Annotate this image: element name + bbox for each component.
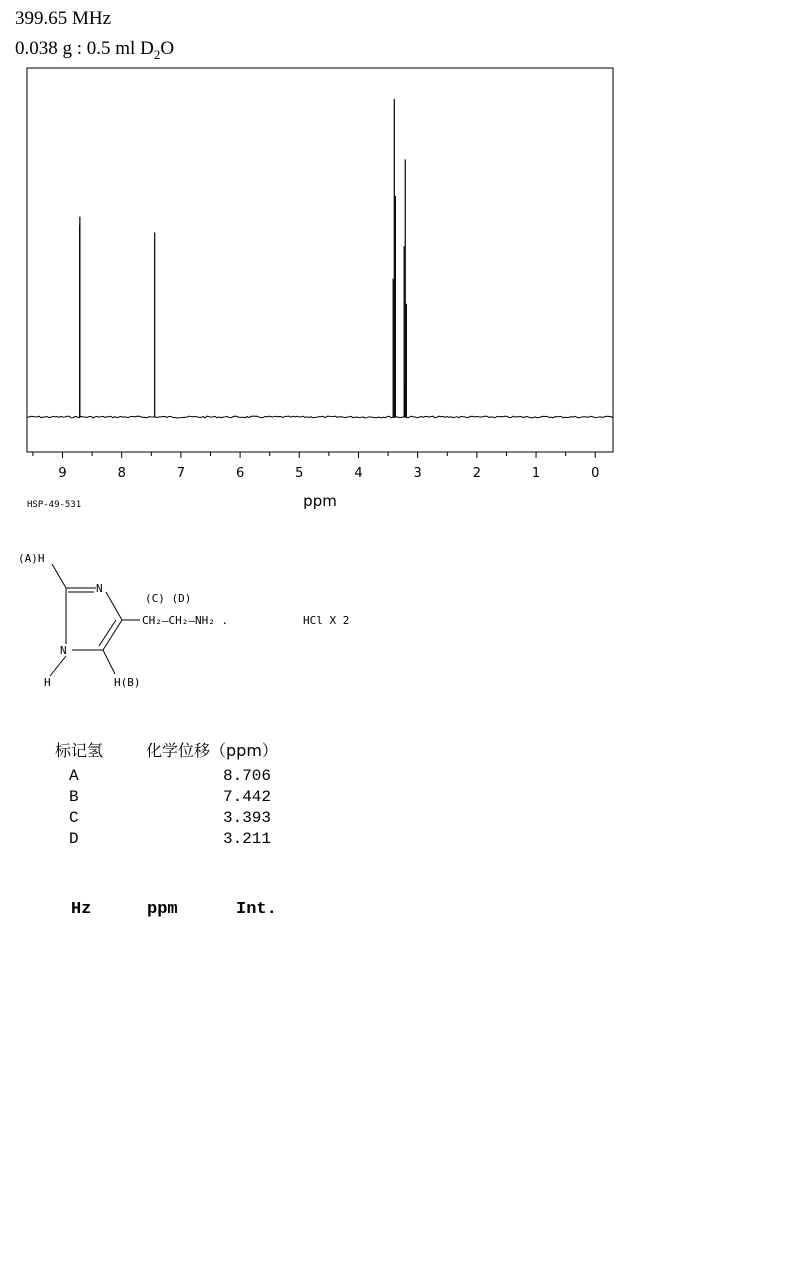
assignment-shift: 7.442	[223, 788, 272, 806]
x-tick-label: 9	[58, 466, 67, 481]
salt-label: HCl X 2	[303, 614, 350, 627]
assignment-label: D	[69, 830, 79, 848]
x-tick-label: 5	[295, 466, 304, 481]
x-tick-label: 3	[413, 466, 422, 481]
plot-frame	[27, 68, 613, 452]
sample-prefix: 0.038 g : 0.5 ml D	[15, 38, 154, 59]
assignment-header-shift: 化学位移（ppm）	[146, 741, 278, 760]
x-tick-label: 0	[591, 466, 600, 481]
x-tick-label: 6	[235, 466, 245, 481]
x-axis	[33, 452, 599, 481]
spectrum-baseline	[27, 416, 613, 418]
side-chain: CH₂—CH₂—NH₂ .	[142, 614, 229, 627]
assignment-shift: 3.393	[223, 809, 272, 827]
label-b: H(B)	[114, 676, 141, 689]
x-tick-label: 8	[117, 466, 126, 481]
assignment-shift: 3.211	[223, 830, 272, 848]
x-tick-label: 7	[176, 466, 186, 481]
sample-suffix: O	[160, 38, 175, 59]
sample-subscript: 2	[153, 46, 161, 62]
x-tick-label: 1	[531, 466, 541, 481]
assignment-label: C	[69, 809, 79, 827]
n-bottom: N	[60, 644, 67, 657]
n-top: N	[96, 582, 103, 595]
nmr-spectrum-chart	[0, 60, 794, 530]
label-cd: (C) (D)	[145, 592, 192, 605]
spectrum-id: HSP-49-531	[27, 500, 82, 510]
x-tick-label: 4	[354, 466, 363, 481]
h-bottom: H	[44, 676, 51, 689]
assignment-label: B	[69, 788, 79, 806]
assignment-header-label: 标记氢	[55, 741, 104, 760]
peak-group	[80, 99, 407, 417]
peak-header-hz: Hz	[71, 900, 92, 919]
histamine-structure	[0, 540, 794, 700]
x-axis-label: ppm	[303, 492, 337, 510]
label-a: (A)H	[18, 552, 45, 565]
spectrometer-frequency: 399.65 MHz	[15, 8, 112, 29]
peak-header-ppm: ppm	[147, 900, 178, 919]
peak-header-int: Int.	[236, 900, 277, 919]
ring-bonds	[50, 564, 140, 676]
assignment-shift: 8.706	[223, 767, 272, 785]
x-tick-label: 2	[472, 466, 481, 481]
assignment-label: A	[69, 767, 79, 785]
